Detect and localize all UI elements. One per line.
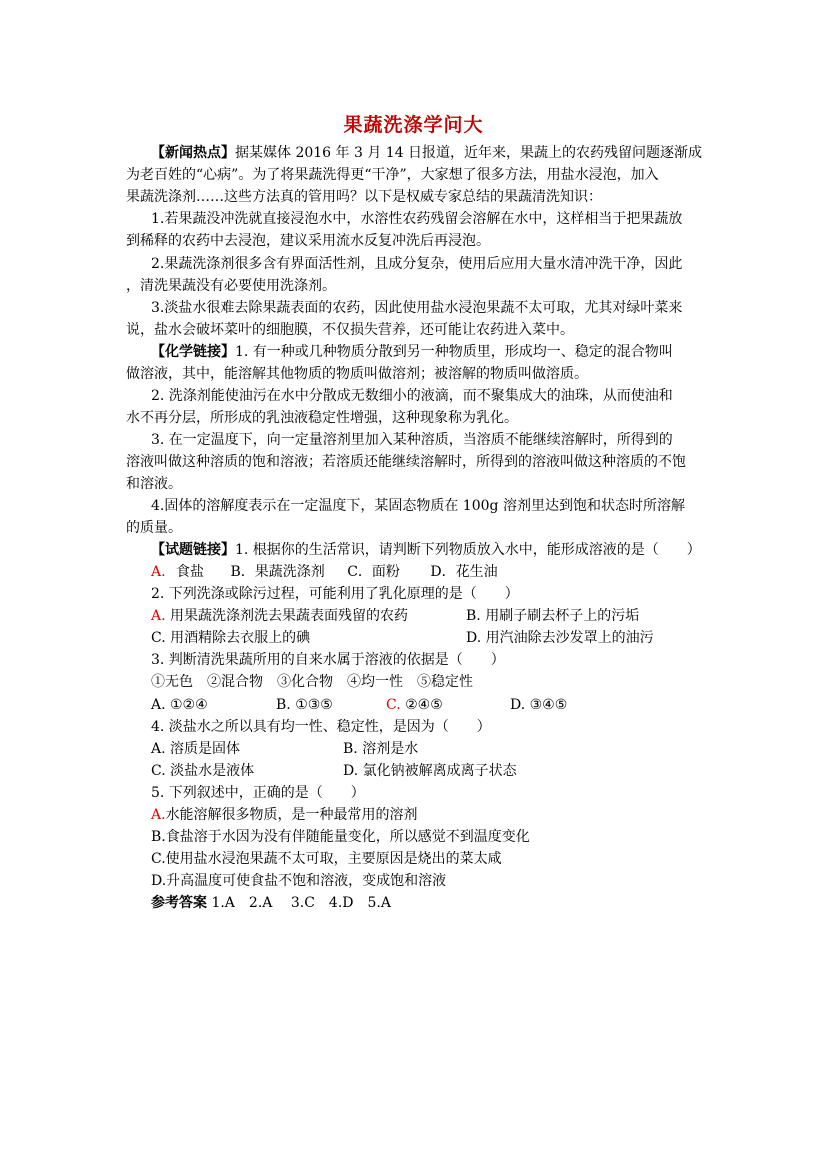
q5-option-a bbox=[151, 805, 418, 825]
news-text: 据某媒体 2016 年 3 月 14 日报道，近年来，果蔬上的农药残留问题逐渐成 bbox=[235, 145, 703, 161]
chem-point-4: 4.固体的溶解度表示在一定温度下，某固态物质在 100g 溶剂里达到饱和状态时所溶解 bbox=[151, 498, 685, 514]
news-paragraph-line bbox=[151, 143, 702, 163]
page-title: 果蔬洗涤学问大 bbox=[343, 114, 484, 136]
q1-option-a: 食盐 bbox=[176, 564, 205, 580]
chem-text: 1. 有一种或几种物质分散到另一种物质里，形成均一、稳定的混合物叫 bbox=[235, 344, 673, 360]
q1-option-b: B．果蔬洗涤剂 bbox=[230, 564, 325, 580]
q3-option-c-letter: C. bbox=[386, 697, 401, 713]
news-point-1: 1.若果蔬没冲洗就直接浸泡水中，水溶性农药残留会溶解在水中，这样相当于把果蔬放 bbox=[151, 211, 683, 227]
q2-option-b: B. 用刷子刷去杯子上的污垢 bbox=[466, 608, 640, 624]
answer-key bbox=[151, 893, 391, 913]
q1-option-a-letter: A. bbox=[151, 564, 166, 580]
news-point-3: 3.淡盐水很难去除果蔬表面的农药，因此使用盐水浸泡果蔬不太可取，尤其对绿叶菜来 bbox=[151, 300, 683, 316]
q5-option-d: D.升高温度可使食盐不饱和溶液，变成饱和溶液 bbox=[151, 873, 447, 889]
q4-option-b: B. 溶剂是水 bbox=[343, 741, 419, 757]
news-paragraph-line: 为老百姓的“心病”。为了将果蔬洗得更“干净”，大家想了很多方法，用盐水浸泡，加入 bbox=[126, 167, 659, 183]
q1-option-d: D．花生油 bbox=[430, 564, 498, 580]
q2-option-a-text: 用果蔬洗涤剂洗去果蔬表面残留的农药 bbox=[170, 608, 409, 624]
chem-point-3-cont: 和溶液。 bbox=[126, 476, 182, 492]
q4-option-a: A. 溶质是固体 bbox=[151, 741, 241, 757]
chem-paragraph-line bbox=[151, 342, 673, 362]
q5-option-b: B.食盐溶于水因为没有伴随能量变化，所以感觉不到温度变化 bbox=[151, 829, 530, 845]
q5-option-a-text: 水能溶解很多物质，是一种最常用的溶剂 bbox=[165, 807, 418, 823]
q4-option-c: C. 淡盐水是液体 bbox=[151, 763, 255, 779]
chem-point-2-cont: 水不再分层，所形成的乳浊液稳定性增强，这种现象称为乳化。 bbox=[126, 410, 518, 426]
q2-option-c: C. 用酒精除去衣服上的碘 bbox=[151, 630, 311, 646]
q3-option-c bbox=[386, 695, 443, 715]
chem-point-3: 3. 在一定温度下，向一定量溶剂里加入某种溶质，当溶质不能继续溶解时，所得到的 bbox=[151, 432, 673, 448]
news-point-3-cont: 说，盐水会破坏菜叶的细胞膜，不仅损失营养，还可能让农药进入菜中。 bbox=[126, 322, 574, 338]
quiz-question-4: 4. 淡盐水之所以具有均一性、稳定性，是因为（ ） bbox=[151, 719, 491, 735]
answer-key-text: 1.A 2.A 3.C 4.D 5.A bbox=[211, 895, 391, 911]
chem-point-4-cont: 的质量。 bbox=[126, 520, 182, 536]
quiz-question-5: 5. 下列叙述中，正确的是（ ） bbox=[151, 785, 365, 801]
news-point-1-cont: 到稀释的农药中去浸泡，建议采用流水反复冲洗后再浸泡。 bbox=[126, 233, 490, 249]
news-section-label: 【新闻热点】 bbox=[151, 145, 235, 161]
quiz-question-1 bbox=[151, 540, 701, 560]
q1-options bbox=[151, 562, 498, 582]
chem-section-label: 【化学链接】 bbox=[151, 344, 235, 360]
chem-point-2: 2. 洗涤剂能使油污在水中分散成无数细小的液滴，而不聚集成大的油珠，从而使油和 bbox=[151, 388, 673, 404]
q4-option-d: D. 氯化钠被解离成离子状态 bbox=[343, 763, 517, 779]
q3-option-c-text: ②④⑤ bbox=[405, 697, 443, 713]
chem-point-3-cont: 溶液叫做这种溶质的饱和溶液；若溶质还能继续溶解时，所得到的溶液叫做这种溶质的不饱 bbox=[126, 454, 686, 470]
q2-option-a bbox=[151, 606, 408, 626]
news-point-2: 2.果蔬洗涤剂很多含有界面活性剂，且成分复杂，使用后应用大量水清冲洗干净，因此 bbox=[151, 256, 683, 272]
quiz-question-3: 3. 判断清洗果蔬所用的自来水属于溶液的依据是（ ） bbox=[151, 652, 505, 668]
q3-option-a: A. ①②④ bbox=[151, 697, 208, 713]
q3-items: ①无色 ②混合物 ③化合物 ④均一性 ⑤稳定性 bbox=[151, 674, 473, 690]
chem-point-1-cont: 做溶液，其中，能溶解其他物质的物质叫做溶剂；被溶解的物质叫做溶质。 bbox=[126, 366, 588, 382]
q5-option-c: C.使用盐水浸泡果蔬不太可取，主要原因是烧出的菜太咸 bbox=[151, 851, 502, 867]
q5-option-a-letter: A. bbox=[151, 807, 166, 823]
q3-option-b: B. ①③⑤ bbox=[276, 697, 333, 713]
news-paragraph-line: 果蔬洗涤剂……这些方法真的管用吗？以下是权威专家总结的果蔬清洗知识： bbox=[126, 189, 602, 205]
quiz-question-2: 2. 下列洗涤或除污过程，可能利用了乳化原理的是（ ） bbox=[151, 586, 519, 602]
answer-key-label: 参考答案 bbox=[151, 895, 207, 911]
q2-option-d: D. 用汽油除去沙发罩上的油污 bbox=[466, 630, 654, 646]
q1-option-c: C．面粉 bbox=[347, 564, 400, 580]
question-text: 1. 根据你的生活常识，请判断下列物质放入水中，能形成溶液的是（ ） bbox=[235, 542, 701, 558]
quiz-section-label: 【试题链接】 bbox=[151, 542, 235, 558]
q2-option-a-letter: A. bbox=[151, 608, 166, 624]
q3-option-d: D. ③④⑤ bbox=[510, 697, 568, 713]
news-point-2-cont: ，清洗果蔬没有必要使用洗涤剂。 bbox=[126, 278, 336, 294]
